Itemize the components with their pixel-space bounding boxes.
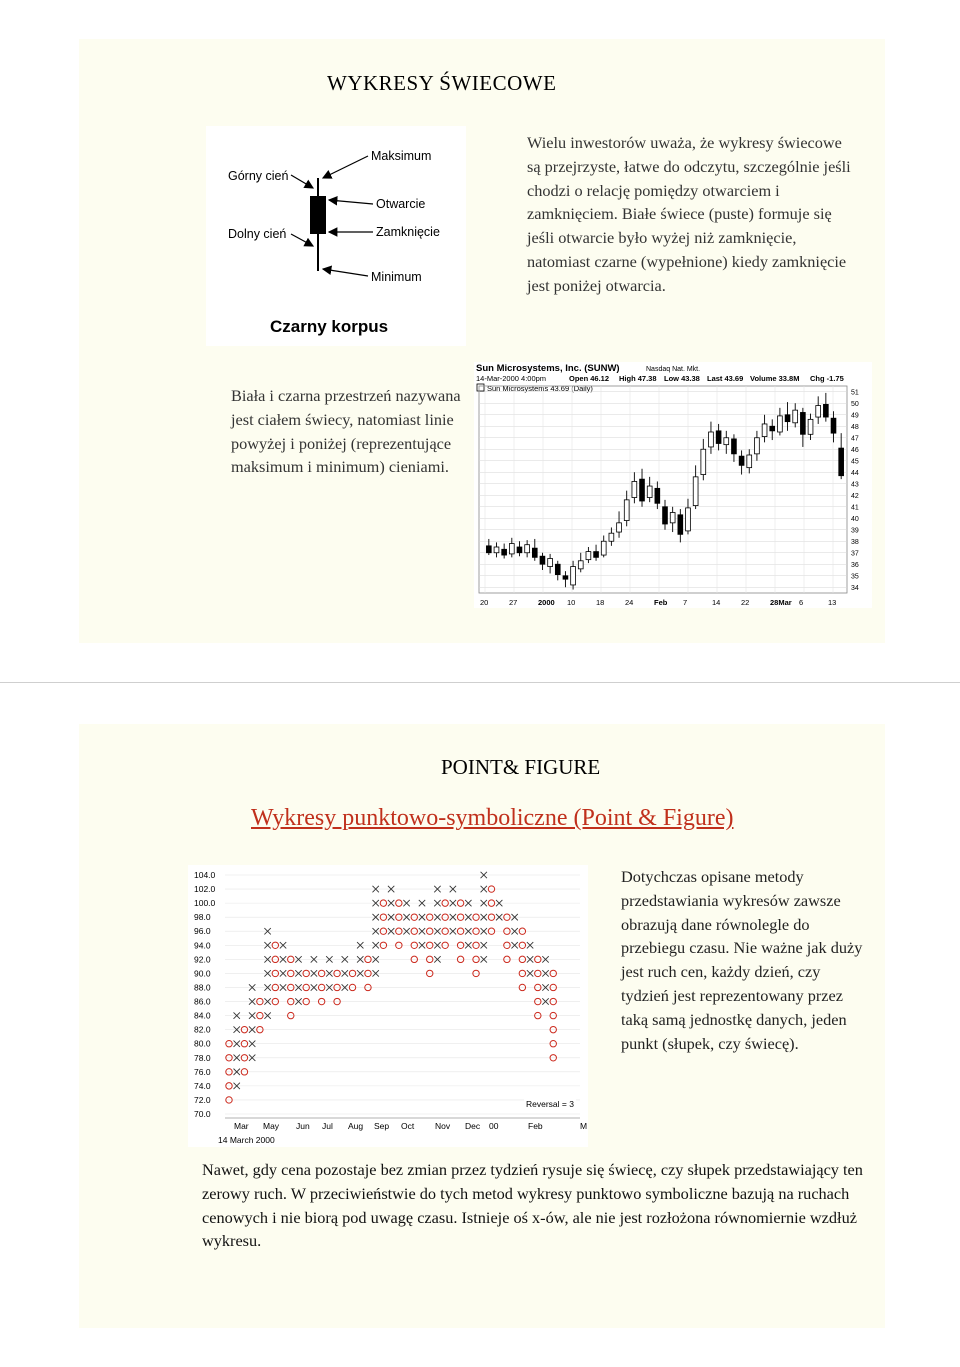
candle-body	[647, 486, 652, 498]
x-tick-label: 22	[741, 598, 750, 607]
y-tick-label: 49	[851, 412, 859, 420]
y-tick-label: 51	[851, 389, 859, 397]
candle-body	[670, 513, 675, 523]
pf-x-label: Nov	[435, 1121, 451, 1131]
pf-x-label: Dec	[465, 1121, 481, 1131]
chart-header-high: High 47.38	[619, 374, 657, 383]
y-tick-label: 37	[851, 550, 859, 558]
pf-x-label: Oct	[401, 1121, 415, 1131]
candle-body	[755, 438, 760, 454]
candle-body	[663, 507, 668, 524]
x-tick-label: 14	[712, 598, 721, 607]
candle-body	[693, 477, 698, 506]
chart-legend: Sun Microsystems 43.69 (Daily)	[487, 384, 593, 393]
candle-body	[724, 438, 729, 445]
slide1-title: WYKRESY ŚWIECOWE	[327, 71, 557, 95]
candle-body	[701, 449, 706, 474]
candle-body	[800, 412, 805, 434]
chart-header-last: Last 43.69	[707, 374, 744, 383]
candle-body	[571, 567, 576, 585]
pf-y-tick-label: 74.0	[194, 1080, 211, 1091]
x-tick-label: 28Mar	[770, 598, 792, 607]
pf-x-label: Jul	[322, 1121, 333, 1131]
y-tick-label: 35	[851, 573, 859, 581]
candle-body	[739, 456, 744, 465]
pf-x-label: Feb	[528, 1121, 543, 1131]
pf-y-tick-label: 86.0	[194, 996, 211, 1007]
pf-x-label: M	[580, 1121, 588, 1131]
label-lower-shadow: Dolny cień	[228, 227, 287, 241]
x-tick-label: 10	[567, 598, 576, 607]
pf-x-label: May	[263, 1121, 280, 1131]
x-tick-label: 13	[828, 598, 837, 607]
y-tick-label: 45	[851, 458, 859, 466]
x-tick-label: 20	[480, 598, 489, 607]
candle-body	[808, 419, 813, 434]
x-tick-label: 18	[596, 598, 605, 607]
candle-anatomy-svg	[206, 126, 466, 346]
x-tick-label: 27	[509, 598, 518, 607]
candle-body	[816, 406, 821, 418]
pf-y-tick-label: 100.0	[194, 898, 216, 909]
candle-body	[609, 533, 614, 541]
pf-y-tick-label: 96.0	[194, 926, 211, 937]
pf-description: Dotychczas opisane metody przedstawiania wykresów zawsze obrazują dane równolegle do przebiegu czasu. Nie ważne jak duży jest ruch cen, każdy dzień, czy tydzień jest reprezentowany przez taką samą jednostkę danych, jeden punkt (słupek, czy świecę).	[621, 867, 863, 1053]
chart-header-change: Chg -1.75	[810, 374, 844, 383]
candle-body	[624, 500, 629, 521]
pf-date-note: 14 March 2000	[218, 1135, 275, 1145]
pf-y-tick-label: 102.0	[194, 884, 216, 895]
y-tick-label: 42	[851, 492, 859, 500]
y-tick-label: 48	[851, 423, 859, 431]
candle-body	[494, 547, 499, 553]
pf-y-tick-label: 84.0	[194, 1010, 211, 1021]
pf-y-tick-label: 92.0	[194, 954, 211, 965]
candle-body	[762, 424, 767, 437]
y-tick-label: 36	[851, 561, 859, 569]
candlestick-chart	[474, 362, 872, 608]
label-min: Minimum	[371, 270, 422, 284]
candle-anatomy-diagram	[206, 126, 466, 346]
candle-body	[563, 576, 568, 579]
candle-body	[709, 432, 714, 447]
candle-body	[747, 455, 752, 468]
candle-body	[617, 523, 622, 532]
chart-header-exchange: Nasdaq Nat. Mkt.	[646, 366, 701, 373]
pf-y-tick-label: 76.0	[194, 1066, 211, 1077]
pf-x-label: 00	[489, 1121, 499, 1131]
intro-paragraph: Wielu inwestorów uważa, że wykresy świecowe są przejrzyste, łatwe do odczytu, szczególnie jeśli chodzi o relację pomiędzy otwarciem i zamknięciem. Białe świece (puste) formuje się jeśli otwarcie było wyżej niż zamknięcie, natomiast czarne (wypełnione) kiedy zamknięcie jest poniżej otwarcia.	[527, 133, 851, 295]
chart-header-company: Sun Microsystems, Inc. (SUNW)	[476, 363, 620, 374]
label-upper-shadow: Górny cień	[228, 169, 289, 183]
candle-body	[509, 544, 514, 554]
candlestick-svg	[474, 362, 872, 608]
candle-body	[601, 541, 606, 555]
pf-y-tick-label: 88.0	[194, 982, 211, 993]
candle-body	[831, 418, 836, 433]
bottom-paragraph: Nawet, gdy cena pozostaje bez zmian przez tydzień rysuje się świecę, czy słupek przedstawiający ten zerowy ruch. W przeciwieństwie do tych metod wykresy punktowo symboliczne bazują na ruchach cenowych i nie biorą pod uwagę czasu. Istnieje oś x-ów, ale nie jest rozłożona równomiernie wzdłuż wykresu.	[202, 1160, 863, 1251]
pf-y-tick-label: 94.0	[194, 940, 211, 951]
candle-body	[640, 479, 645, 501]
candle-body	[732, 439, 737, 454]
x-tick-label: 2000	[538, 598, 555, 607]
y-tick-label: 34	[851, 584, 859, 592]
pf-y-tick-label: 90.0	[194, 968, 211, 979]
pf-x-label: Aug	[348, 1121, 364, 1131]
x-tick-label: Feb	[654, 598, 668, 607]
candle-body	[310, 196, 326, 234]
y-tick-label: 39	[851, 527, 859, 535]
candle-body	[517, 547, 522, 553]
pf-x-label: Mar	[234, 1121, 249, 1131]
pf-x-label: Jun	[296, 1121, 310, 1131]
candle-body	[785, 415, 790, 422]
candle-body	[540, 556, 545, 564]
legend-swatch	[477, 384, 484, 391]
pf-y-tick-label: 80.0	[194, 1038, 211, 1049]
chart-header-volume: Volume 33.8M	[750, 374, 800, 383]
candle-body	[655, 488, 660, 503]
candle-body	[555, 564, 560, 574]
pf-y-tick-label: 72.0	[194, 1094, 211, 1105]
y-tick-label: 46	[851, 446, 859, 454]
label-close: Zamknięcie	[376, 225, 440, 239]
candle-body	[578, 561, 583, 569]
candle-body	[532, 548, 537, 557]
candle-body	[678, 515, 683, 535]
candle-body	[632, 481, 637, 497]
y-tick-label: 47	[851, 435, 859, 443]
label-max: Maksimum	[371, 149, 432, 163]
pf-y-tick-label: 104.0	[194, 870, 216, 880]
slide2-title: POINT& FIGURE	[441, 755, 601, 779]
body-description: Biała i czarna przestrzeń nazywana jest ciałem świecy, natomiast linie powyżej i poniżej (reprezentujące maksimum i minimum) cieniami.	[231, 386, 461, 477]
label-open: Otwarcie	[376, 197, 426, 211]
candle-body	[777, 416, 782, 432]
page-divider	[0, 682, 960, 683]
pf-x-label: Sep	[374, 1121, 390, 1131]
chart-header-date: 14-Mar-2000 4:00pm	[476, 374, 547, 383]
candle-body	[716, 431, 721, 444]
candle-body	[586, 552, 591, 560]
pf-y-tick-label: 82.0	[194, 1024, 211, 1035]
point-figure-chart	[188, 865, 588, 1147]
y-tick-label: 44	[851, 469, 859, 477]
candle-body	[839, 448, 844, 476]
pf-reversal-label: Reversal = 3	[526, 1099, 574, 1109]
x-tick-label: 24	[625, 598, 634, 607]
x-tick-label: 7	[683, 598, 688, 607]
point-figure-svg	[188, 865, 588, 1147]
diagram-caption: Czarny korpus	[270, 317, 389, 336]
pf-y-tick-label: 78.0	[194, 1052, 211, 1063]
candle-body	[525, 545, 530, 553]
pf-y-tick-label: 70.0	[194, 1109, 211, 1119]
pf-y-tick-label: 98.0	[194, 912, 211, 923]
y-tick-label: 50	[851, 400, 859, 408]
chart-header-open: Open 46.12	[569, 374, 610, 383]
candle-body	[793, 410, 798, 423]
x-tick-label: 6	[799, 598, 804, 607]
candle-body	[502, 549, 507, 555]
candle-body	[686, 508, 691, 531]
candle-body	[770, 426, 775, 431]
candle-body	[486, 546, 491, 553]
chart-header-low: Low 43.38	[664, 374, 700, 383]
y-tick-label: 41	[851, 504, 859, 512]
candle-body	[594, 552, 599, 558]
y-tick-label: 40	[851, 515, 859, 523]
y-tick-label: 38	[851, 538, 859, 546]
candle-body	[548, 559, 553, 567]
slide2-subtitle: Wykresy punktowo-symboliczne (Point & Figure)	[251, 805, 734, 831]
y-tick-label: 43	[851, 481, 859, 489]
candle-body	[823, 404, 828, 417]
